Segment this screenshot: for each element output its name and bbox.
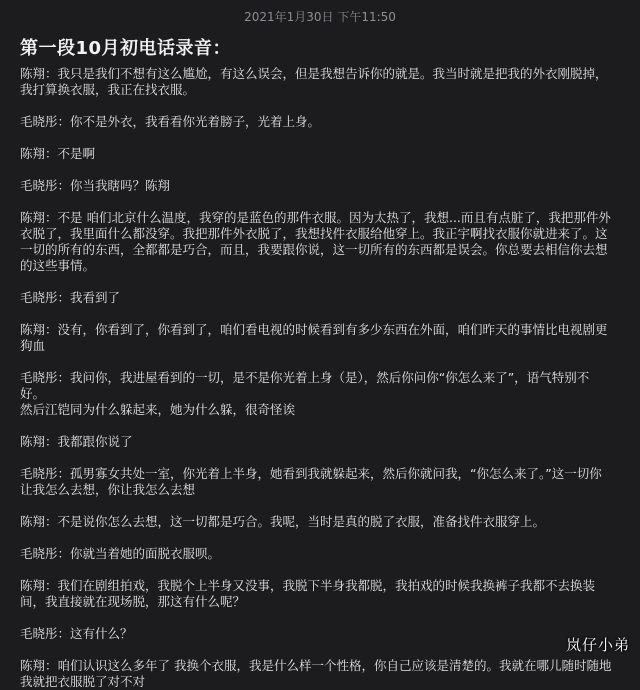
transcript-line: 我就把衣服脱了对不对: [20, 674, 146, 689]
note-body[interactable]: [20, 66, 625, 690]
blank-line: [20, 418, 625, 434]
transcript-line: 毛晓彤：我问你，我进屋看到的一切，是不是你光着上身（是），然后你问你“你怎么来了”，语气特别不: [20, 370, 590, 385]
transcript-line: 狗血: [20, 338, 46, 353]
transcript-line: 衣脱了，我里面什么都没穿。我把那件外衣脱了，我想找件衣服给他穿上。我正宇啊找衣服你就进来了。这: [20, 226, 608, 241]
blank-line: [20, 194, 625, 210]
blank-line: [20, 530, 625, 546]
transcript-line: 毛晓彤：这有什么？: [20, 626, 133, 641]
transcript-line: 陈翔：不是啊: [20, 146, 96, 161]
transcript-line: 陈翔：不是说你怎么去想，这一切都是巧合。我呢，当时是真的脱了衣服，准备找件衣服穿上。: [20, 514, 546, 529]
transcript-line: 然后江铠同为什么躲起来，她为什么躲，很奇怪诶: [20, 402, 296, 417]
note-title: 第一段10月初电话录音：: [20, 38, 232, 59]
blank-line: [20, 498, 625, 514]
transcript-line: 陈翔：咱们认识这么多年了 我换个衣服，我是什么样一个性格，你自己应该是清楚的。我就在哪儿随时随地: [20, 658, 612, 673]
transcript-line: 陈翔：我只是我们不想有这么尴尬，有这么误会，但是我想告诉你的就是。我当时就是把我的外衣刚脱掉，: [20, 66, 608, 81]
transcript-line: 让我怎么去想，你让我怎么去想: [20, 482, 196, 497]
blank-line: [20, 98, 625, 114]
blank-line: [20, 610, 625, 626]
blank-line: [20, 562, 625, 578]
blank-line: [20, 162, 625, 178]
transcript-line: 陈翔：我们在剧组拍戏，我脱个上半身又没事，我脱下半身我都脱，我拍戏的时候我换裤子我都不去换装: [20, 578, 596, 593]
blank-line: [20, 274, 625, 290]
note-timestamp: 2021年1月30日 下午11:50: [244, 10, 396, 24]
transcript-line: 我打算换衣服，我正在找衣服。: [20, 82, 196, 97]
blank-line: [20, 130, 625, 146]
transcript-line: 毛晓彤：我看到了: [20, 290, 121, 305]
transcript-line: 陈翔：没有，你看到了，你看到了，咱们看电视的时候看到有多少东西在外面，咱们昨天的事情比电视剧更: [20, 322, 608, 337]
transcript-line: 的这些事情。: [20, 258, 96, 273]
transcript-line: 陈翔：不是 咱们北京什么温度，我穿的是蓝色的那件衣服。因为太热了，我想...而且有点脏了，我把那件外: [20, 210, 611, 225]
transcript-line: 陈翔：我都跟你说了: [20, 434, 133, 449]
blank-line: [20, 642, 625, 658]
blank-line: [20, 354, 625, 370]
transcript-line: 好。: [20, 386, 46, 401]
transcript-line: 毛晓彤：孤男寡女共处一室，你光着上半身，她看到我就躲起来，然后你就问我，“你怎么来了。”这一切你: [20, 466, 602, 481]
transcript-line: 毛晓彤：你不是外衣，我看看你光着膀子，光着上身。: [20, 114, 321, 129]
transcript-line: 毛晓彤：你就当着她的面脱衣服呗。: [20, 546, 221, 561]
transcript-line: 一切的所有的东西，全都都是巧合，而且，我要跟你说，这一切所有的东西都是误会。你总要去相信你去想: [20, 242, 608, 257]
blank-line: [20, 306, 625, 322]
watermark: 岚仔小弟: [565, 636, 630, 654]
transcript-line: 毛晓彤：你当我瞎吗？陈翔: [20, 178, 171, 193]
transcript-line: 间，我直接就在现场脱，那这有什么呢？: [20, 594, 246, 609]
blank-line: [20, 450, 625, 466]
